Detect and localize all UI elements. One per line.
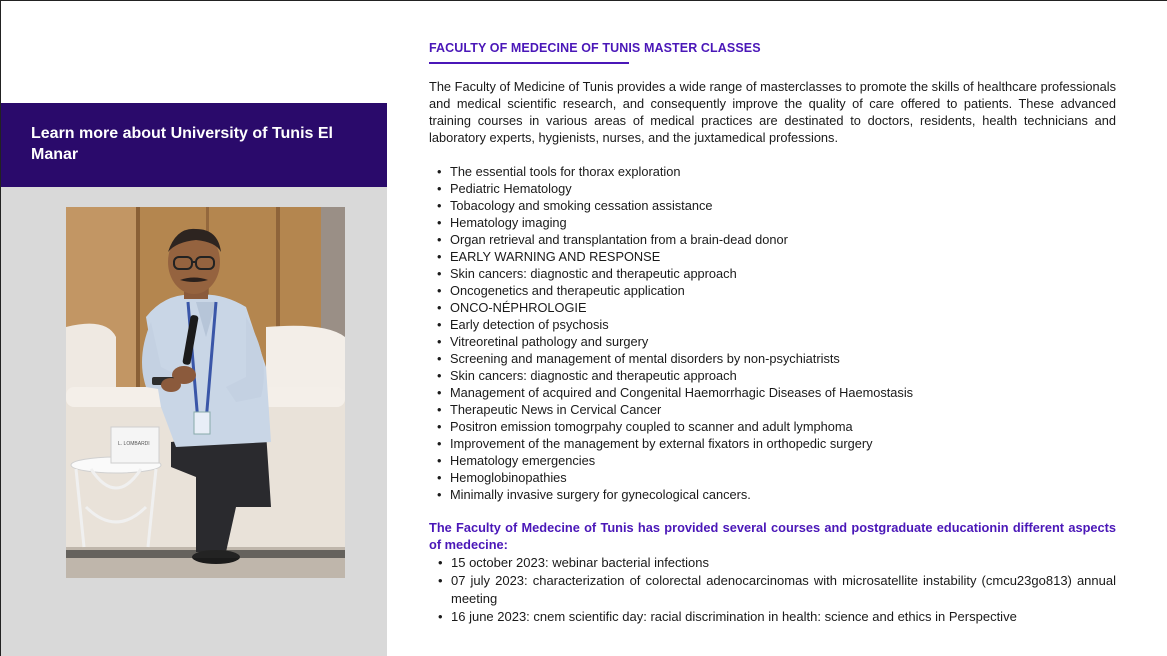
event-item: • 15 october 2023: webinar bacterial infections	[451, 554, 1116, 572]
masterclass-item: • Management of acquired and Congenital Haemorrhagic Diseases of Haemostasis	[450, 384, 1116, 401]
top-border	[0, 0, 1167, 1]
learn-more-banner[interactable]	[1, 103, 387, 187]
main-content	[429, 40, 1116, 626]
masterclass-item: • Hemoglobinopathies	[450, 469, 1116, 486]
masterclass-item: • Vitreoretinal pathology and surgery	[450, 333, 1116, 350]
masterclass-item: • Early detection of psychosis	[450, 316, 1116, 333]
masterclass-item: • Skin cancers: diagnostic and therapeutic approach	[450, 265, 1116, 282]
title-underline	[429, 62, 629, 64]
events-list	[429, 554, 1116, 626]
masterclass-item: • Positron emission tomogrpahy coupled to scanner and adult lymphoma	[450, 418, 1116, 435]
masterclass-item: • EARLY WARNING AND RESPONSE	[450, 248, 1116, 265]
event-item: • 16 june 2023: cnem scientific day: racial discrimination in health: science and ethics in Perspective	[451, 608, 1116, 626]
masterclass-item: • Oncogenetics and therapeutic application	[450, 282, 1116, 299]
speaker-photo	[66, 207, 345, 578]
masterclass-item: • Organ retrieval and transplantation from a brain-dead donor	[450, 231, 1116, 248]
masterclass-item: • Improvement of the management by external fixators in orthopedic surgery	[450, 435, 1116, 452]
masterclass-item: • Minimally invasive surgery for gynecological cancers.	[450, 486, 1116, 503]
courses-heading: The Faculty of Medecine of Tunis has provided several courses and postgraduate educationin different aspects of medecine:	[429, 520, 1116, 552]
masterclass-item: • Skin cancers: diagnostic and therapeutic approach	[450, 367, 1116, 384]
masterclass-list	[429, 163, 1116, 503]
page-title: FACULTY OF MEDECINE OF TUNIS MASTER CLASSES	[429, 41, 761, 55]
masterclass-item: • The essential tools for thorax exploration	[450, 163, 1116, 180]
banner-title[interactable]: Learn more about University of Tunis El Manar	[31, 125, 333, 163]
masterclass-item: • Tobacology and smoking cessation assistance	[450, 197, 1116, 214]
masterclass-item: • Hematology imaging	[450, 214, 1116, 231]
masterclass-item: • ONCO-NÉPHROLOGIE	[450, 299, 1116, 316]
masterclass-item: • Screening and management of mental disorders by non-psychiatrists	[450, 350, 1116, 367]
photo-badge-text: L. LOMBARDI	[118, 441, 150, 447]
event-item: • 07 july 2023: characterization of colorectal adenocarcinomas with microsatellite instability (cmcu23go813) annual meeting	[451, 572, 1116, 608]
masterclass-item: • Pediatric Hematology	[450, 180, 1116, 197]
masterclass-item: • Therapeutic News in Cervical Cancer	[450, 401, 1116, 418]
intro-paragraph: The Faculty of Medicine of Tunis provides a wide range of masterclasses to promote the skills of healthcare professionals and medical scientific research, and consequently improve the quality of care offered to patients. These advanced training courses in various areas of medical practices are destinated to doctors, residents, health technicians and laboratory experts, hygienists, nurses, and the juxtamedical professions.	[429, 79, 1116, 145]
masterclass-item: • Hematology emergencies	[450, 452, 1116, 469]
